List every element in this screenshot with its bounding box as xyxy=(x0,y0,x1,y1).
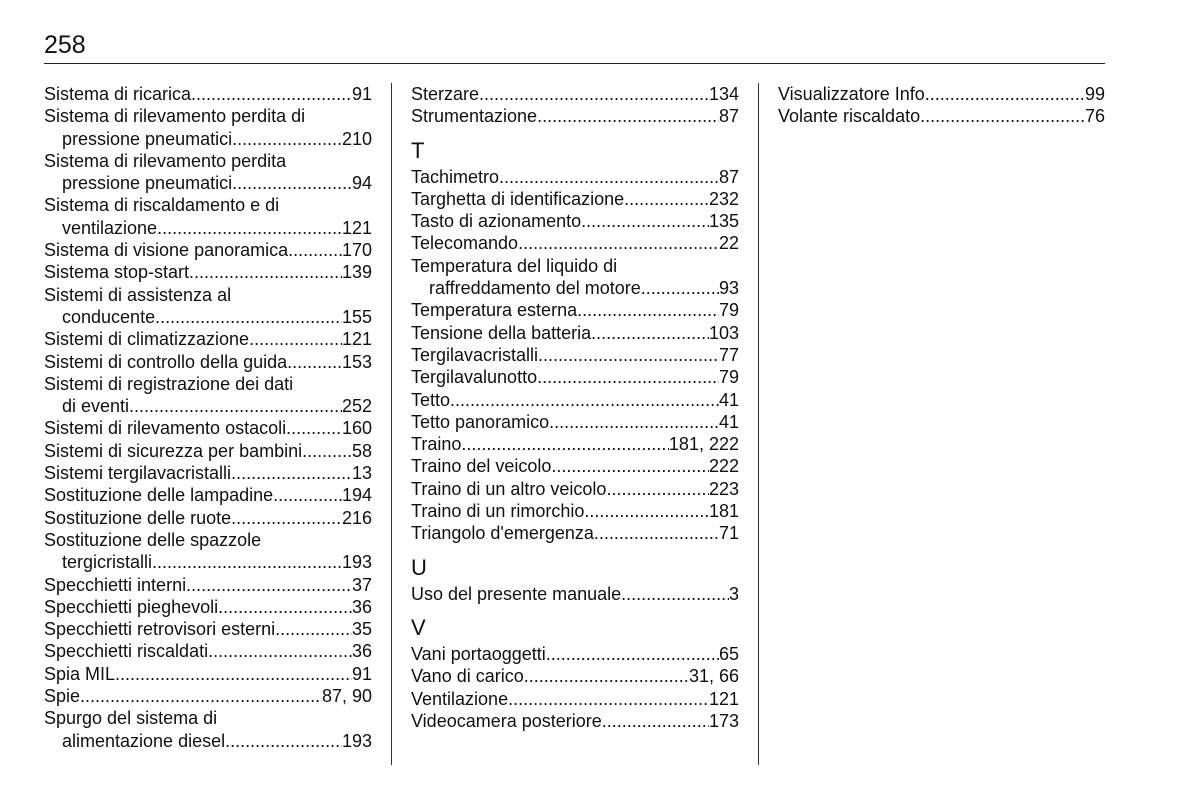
index-entry-line xyxy=(778,105,1105,127)
index-entry-text: Ventilazione xyxy=(411,688,509,709)
index-entry xyxy=(411,500,739,522)
dot-leader xyxy=(920,105,1085,127)
index-entry-line xyxy=(44,685,372,707)
index-entry xyxy=(411,433,739,455)
index-page-ref: 87 xyxy=(718,166,739,187)
index-entry-text: raffreddamento del motore xyxy=(429,278,641,299)
index-entry-text: ventilazione xyxy=(62,217,158,238)
index-entry-text: Tensione della batteria xyxy=(411,322,592,343)
dot-leader xyxy=(231,462,352,484)
index-page-ref: 77 xyxy=(718,344,739,365)
dot-leader xyxy=(225,730,342,752)
index-entry-text: Strumentazione xyxy=(411,106,538,127)
index-page-ref: 170 xyxy=(341,240,372,261)
index-entry-text: Spurgo del sistema di xyxy=(44,708,218,729)
index-entry-text: Temperatura del liquido di xyxy=(411,255,618,276)
index-entry xyxy=(44,194,372,239)
index-entry-text: Visualizzatore Info xyxy=(778,84,925,104)
dot-leader xyxy=(551,455,709,477)
dot-leader xyxy=(286,417,342,439)
index-page-ref: 71 xyxy=(718,523,739,544)
index-entry-line xyxy=(411,166,739,188)
dot-leader xyxy=(231,507,342,529)
index-entry-line xyxy=(411,433,739,455)
dot-leader xyxy=(546,643,719,665)
index-entry-line xyxy=(411,665,739,687)
index-page-ref: 79 xyxy=(718,367,739,388)
index-entry xyxy=(411,344,739,366)
index-page-ref: 103 xyxy=(708,322,739,343)
index-entry xyxy=(411,522,739,544)
index-entry xyxy=(411,105,739,127)
index-entry xyxy=(44,373,372,418)
dot-leader xyxy=(499,166,719,188)
index-entry xyxy=(411,83,739,105)
dot-leader xyxy=(208,640,352,662)
index-entry-line xyxy=(411,478,739,500)
index-entry-line xyxy=(44,529,372,551)
dot-leader xyxy=(218,596,352,618)
index-entry-line xyxy=(411,322,739,344)
index-entry xyxy=(44,440,372,462)
index-entry-line xyxy=(411,522,739,544)
index-entry xyxy=(44,663,372,685)
dot-leader xyxy=(537,105,719,127)
index-letter-heading: T xyxy=(411,137,425,163)
index-entry-text: Specchietti riscaldati xyxy=(44,641,209,662)
index-entry-line xyxy=(44,128,372,150)
dot-leader xyxy=(287,351,342,373)
page-number: 258 xyxy=(44,31,86,59)
index-entry-text: Sistema stop-start xyxy=(44,262,190,283)
dot-leader xyxy=(925,83,1085,105)
index-entry-text: Sistemi di sicurezza per bambini xyxy=(44,440,303,461)
index-entry xyxy=(411,255,739,300)
index-entry xyxy=(44,417,372,439)
index-entry-line xyxy=(44,172,372,194)
index-page-ref: 22 xyxy=(718,233,739,254)
index-entry xyxy=(44,105,372,150)
index-entry-line xyxy=(44,730,372,752)
index-entry-line xyxy=(44,663,372,685)
dot-leader xyxy=(275,618,352,640)
index-entry-line xyxy=(411,688,739,710)
index-entry-text: Tergilavalunotto xyxy=(411,367,538,388)
index-page-ref: 181 xyxy=(708,501,739,522)
header-rule xyxy=(44,63,1105,64)
index-entry xyxy=(44,640,372,662)
index-entry xyxy=(411,166,739,188)
index-entry xyxy=(44,529,372,574)
index-entry-text: Tetto xyxy=(411,389,451,410)
index-entry-text: Spia MIL xyxy=(44,663,116,684)
index-entry-line xyxy=(44,440,372,462)
dot-leader xyxy=(624,188,709,210)
dot-leader xyxy=(115,663,352,685)
index-entry xyxy=(44,150,372,195)
index-entry-line xyxy=(411,366,739,388)
dot-leader xyxy=(155,306,342,328)
column-divider xyxy=(758,83,759,765)
dot-leader xyxy=(302,440,352,462)
index-page-ref: 93 xyxy=(718,278,739,299)
dot-leader xyxy=(191,83,352,105)
index-entry-line xyxy=(44,618,372,640)
index-entry xyxy=(778,105,1105,127)
dot-leader xyxy=(591,322,709,344)
index-entry-line xyxy=(44,551,372,573)
index-entry-text: Spie xyxy=(44,686,81,707)
dot-leader xyxy=(157,217,342,239)
dot-leader xyxy=(232,172,352,194)
index-entry xyxy=(411,643,739,665)
index-entry xyxy=(411,232,739,254)
index-page-ref: 31, 66 xyxy=(688,666,739,687)
index-page-ref: 41 xyxy=(718,411,739,432)
index-page-ref: 210 xyxy=(341,128,372,149)
index-entry-text: Tergilavacristalli xyxy=(411,344,539,365)
dot-leader xyxy=(524,665,689,687)
index-page-ref: 37 xyxy=(351,574,372,595)
index-entry-text: Sistema di riscaldamento e di xyxy=(44,195,280,216)
index-entry-line xyxy=(44,707,372,729)
index-entry xyxy=(44,261,372,283)
index-entry xyxy=(411,455,739,477)
index-page-ref: 41 xyxy=(718,389,739,410)
index-entry-line xyxy=(411,455,739,477)
index-entry-text: Sistemi tergilavacristalli xyxy=(44,463,232,484)
index-entry xyxy=(44,284,372,329)
index-entry-text: tergicristalli xyxy=(62,552,153,573)
index-entry-text: pressione pneumatici xyxy=(62,128,233,149)
index-entry-line xyxy=(44,574,372,596)
index-page-ref: 87, 90 xyxy=(321,686,372,707)
dot-leader xyxy=(577,299,719,321)
index-entry xyxy=(44,596,372,618)
index-entry-line xyxy=(44,105,372,127)
index-entry xyxy=(411,411,739,433)
index-entry-text: Sistemi di rilevamento ostacoli xyxy=(44,418,287,439)
index-entry xyxy=(44,618,372,640)
index-entry-text: pressione pneumatici xyxy=(62,173,233,194)
index-entry xyxy=(411,688,739,710)
index-entry-line xyxy=(44,239,372,261)
index-entry xyxy=(44,484,372,506)
index-entry-line xyxy=(44,640,372,662)
dot-leader xyxy=(549,411,719,433)
index-entry-line xyxy=(411,255,739,277)
index-entry-text: Videocamera posteriore xyxy=(411,710,602,731)
index-entry-text: Sostituzione delle spazzole xyxy=(44,529,262,550)
dot-leader xyxy=(538,344,719,366)
index-entry-text: Traino di un altro veicolo xyxy=(411,478,607,499)
index-entry-line xyxy=(411,105,739,127)
dot-leader xyxy=(602,710,709,732)
index-page-ref: 193 xyxy=(341,730,372,751)
dot-leader xyxy=(594,522,719,544)
index-page-ref: 135 xyxy=(708,211,739,232)
index-page-ref: 173 xyxy=(708,710,739,731)
index-entry-text: Sistema di rilevamento perdita di xyxy=(44,106,306,127)
index-page-ref: 65 xyxy=(718,643,739,664)
index-page-ref: 181, 222 xyxy=(668,434,739,455)
index-letter-heading: U xyxy=(411,554,427,580)
index-column-2 xyxy=(411,83,739,732)
dot-leader xyxy=(508,688,709,710)
index-entry-text: di eventi xyxy=(62,396,130,417)
dot-leader xyxy=(537,366,719,388)
index-page-ref: 160 xyxy=(341,418,372,439)
dot-leader xyxy=(186,574,352,596)
index-entry-line xyxy=(411,344,739,366)
index-entry-line xyxy=(44,83,372,105)
dot-leader xyxy=(479,83,709,105)
index-entry xyxy=(411,210,739,232)
index-entry-text: alimentazione diesel xyxy=(62,730,226,751)
index-page-ref: 216 xyxy=(341,507,372,528)
index-page-ref: 76 xyxy=(1084,106,1105,127)
index-page-ref: 35 xyxy=(351,619,372,640)
index-entry xyxy=(411,299,739,321)
index-letter-heading: V xyxy=(411,614,426,640)
index-entry-text: Targhetta di identificazione xyxy=(411,188,625,209)
index-entry-line xyxy=(44,417,372,439)
index-entry xyxy=(411,710,739,732)
index-entry-text: Specchietti retrovisori esterni xyxy=(44,619,276,640)
index-entry-text: Sistemi di climatizzazione xyxy=(44,329,250,350)
index-entry-text: Sistemi di assistenza al xyxy=(44,284,232,305)
index-page-ref: 3 xyxy=(728,583,739,604)
index-entry-text: Uso del presente manuale xyxy=(411,583,622,604)
index-entry xyxy=(778,83,1105,105)
index-entry-line xyxy=(44,284,372,306)
index-page-ref: 134 xyxy=(708,84,739,104)
index-page-ref: 222 xyxy=(708,456,739,477)
index-entry-line xyxy=(44,150,372,172)
index-page-ref: 36 xyxy=(351,641,372,662)
index-entry-line xyxy=(44,462,372,484)
index-entry-text: Specchietti interni xyxy=(44,574,187,595)
index-entry-text: Sistema di rilevamento perdita xyxy=(44,150,287,171)
index-entry-text: Traino del veicolo xyxy=(411,456,552,477)
dot-leader xyxy=(152,551,342,573)
dot-leader xyxy=(641,277,719,299)
index-entry-text: Traino xyxy=(411,434,462,455)
dot-leader xyxy=(288,239,342,261)
index-entry-text: Vani portaoggetti xyxy=(411,643,546,664)
dot-leader xyxy=(450,389,719,411)
index-entry-line xyxy=(411,232,739,254)
index-entry-text: Sistemi di registrazione dei dati xyxy=(44,373,294,394)
index-column-1 xyxy=(44,83,372,752)
index-entry xyxy=(411,583,739,605)
index-entry-text: Sostituzione delle ruote xyxy=(44,507,232,528)
index-entry-line xyxy=(44,596,372,618)
index-entry-line xyxy=(411,411,739,433)
index-entry-line xyxy=(411,583,739,605)
dot-leader xyxy=(584,500,709,522)
index-page-ref: 121 xyxy=(341,329,372,350)
dot-leader xyxy=(249,328,342,350)
dot-leader xyxy=(273,484,342,506)
index-entry-line xyxy=(44,306,372,328)
index-entry xyxy=(44,574,372,596)
index-page-ref: 13 xyxy=(351,463,372,484)
index-page-ref: 223 xyxy=(708,478,739,499)
index-entry-line xyxy=(44,194,372,216)
index-entry-line xyxy=(44,373,372,395)
index-entry-line xyxy=(411,710,739,732)
dot-leader xyxy=(461,433,669,455)
index-entry xyxy=(44,707,372,752)
index-entry-line xyxy=(411,299,739,321)
index-page-ref: 79 xyxy=(718,300,739,321)
index-page-ref: 153 xyxy=(341,351,372,372)
index-entry xyxy=(44,462,372,484)
index-entry xyxy=(44,685,372,707)
index-entry-text: Sistema di ricarica xyxy=(44,84,192,104)
index-entry-line xyxy=(411,210,739,232)
dot-leader xyxy=(232,128,342,150)
index-entry-text: Tasto di azionamento xyxy=(411,211,582,232)
index-entry-line xyxy=(44,507,372,529)
index-page-ref: 193 xyxy=(341,552,372,573)
index-entry-text: Triangolo d'emergenza xyxy=(411,523,594,544)
index-entry-line xyxy=(411,277,739,299)
index-page-ref: 194 xyxy=(341,485,372,506)
index-entry-text: Sistema di visione panoramica xyxy=(44,240,289,261)
column-divider xyxy=(391,83,392,765)
index-entry-line xyxy=(44,261,372,283)
index-column-3 xyxy=(778,83,1105,128)
index-page-ref: 232 xyxy=(708,188,739,209)
index-entry xyxy=(44,507,372,529)
index-entry xyxy=(411,322,739,344)
dot-leader xyxy=(189,261,342,283)
index-page-ref: 139 xyxy=(341,262,372,283)
index-page-ref: 94 xyxy=(351,173,372,194)
index-entry-line xyxy=(411,83,739,105)
index-entry-line xyxy=(411,643,739,665)
index-entry xyxy=(411,665,739,687)
index-entry-line xyxy=(44,217,372,239)
index-entry-text: Telecomando xyxy=(411,233,519,254)
index-entry-text: conducente xyxy=(62,306,156,327)
index-entry xyxy=(411,188,739,210)
index-page-ref: 91 xyxy=(351,84,372,104)
index-page-ref: 58 xyxy=(351,440,372,461)
index-entry-text: Sistemi di controllo della guida xyxy=(44,351,288,372)
index-entry-text: Temperatura esterna xyxy=(411,300,578,321)
index-page-ref: 121 xyxy=(341,217,372,238)
index-page-ref: 36 xyxy=(351,596,372,617)
index-page-ref: 91 xyxy=(351,663,372,684)
index-entry-text: Tachimetro xyxy=(411,166,500,187)
index-entry xyxy=(411,478,739,500)
index-entry-line xyxy=(778,83,1105,105)
index-entry-line xyxy=(411,389,739,411)
index-entry xyxy=(44,239,372,261)
dot-leader xyxy=(80,685,322,707)
index-entry-line xyxy=(44,351,372,373)
index-page-ref: 87 xyxy=(718,106,739,127)
index-entry-line xyxy=(411,500,739,522)
index-entry-text: Sterzare xyxy=(411,84,480,104)
dot-leader xyxy=(581,210,709,232)
index-page-ref: 155 xyxy=(341,306,372,327)
index-entry xyxy=(411,366,739,388)
index-entry-text: Tetto panoramico xyxy=(411,411,550,432)
index-entry xyxy=(44,83,372,105)
index-entry-line xyxy=(44,484,372,506)
dot-leader xyxy=(606,478,709,500)
index-entry-text: Volante riscaldato xyxy=(778,106,921,127)
dot-leader xyxy=(129,395,342,417)
index-entry-text: Vano di carico xyxy=(411,666,524,687)
dot-leader xyxy=(621,583,729,605)
index-entry xyxy=(44,351,372,373)
index-entry xyxy=(411,389,739,411)
index-entry-text: Traino di un rimorchio xyxy=(411,501,585,522)
index-page-ref: 121 xyxy=(708,688,739,709)
index-page-ref: 99 xyxy=(1084,84,1105,104)
index-entry-line xyxy=(411,188,739,210)
dot-leader xyxy=(518,232,719,254)
index-entry xyxy=(44,328,372,350)
index-entry-line xyxy=(44,328,372,350)
index-entry-text: Specchietti pieghevoli xyxy=(44,596,219,617)
index-entry-line xyxy=(44,395,372,417)
index-page-ref: 252 xyxy=(341,396,372,417)
index-entry-text: Sostituzione delle lampadine xyxy=(44,485,274,506)
